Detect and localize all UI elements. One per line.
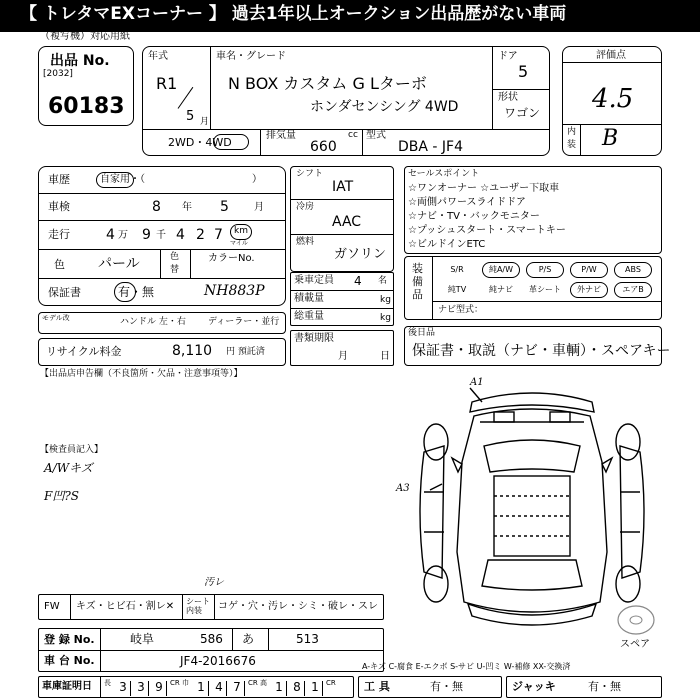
- displacement-value: 660: [310, 139, 337, 155]
- color-value: パール: [98, 256, 140, 272]
- mileage-d5: 7: [214, 227, 223, 243]
- color-change-label-2: 替: [170, 265, 180, 275]
- equipment-item: ABS: [614, 262, 652, 278]
- drive-value: 2WD・4WD: [168, 136, 232, 149]
- mileage-label: 走行: [48, 228, 70, 241]
- condition-hand-note: 汚レ: [204, 577, 224, 588]
- certificate-digit: 3: [134, 681, 149, 696]
- mileage-d4: 2: [196, 227, 205, 243]
- shift-label: シフト: [296, 169, 324, 179]
- certificate-mark: CR: [248, 679, 258, 687]
- registration-kana: あ: [242, 632, 255, 646]
- registration-number: 513: [296, 632, 319, 646]
- shape-label: 形状: [498, 92, 518, 103]
- equipment-item: 純TV: [447, 285, 467, 294]
- mileage-d3: 4: [176, 227, 185, 243]
- inspector-hand-2: F凹?S: [44, 489, 79, 503]
- model-line2: ホンダセンシング 4WD: [310, 99, 459, 115]
- year-month-unit: 月: [200, 117, 210, 127]
- seat-text: コゲ・穴・汚レ・シミ・破レ・スレ: [218, 601, 378, 612]
- color-label: 色: [54, 258, 65, 271]
- selling-point-item: ☆ビルドインETC: [408, 239, 486, 250]
- docs-day: 日: [380, 351, 390, 362]
- year-label: 年式: [148, 51, 168, 62]
- year-era: R1: [156, 74, 178, 93]
- certificate-digit: 3: [116, 681, 131, 696]
- car-diagram: [402, 372, 662, 640]
- model-line1: N BOX カスタム G Lターボ: [228, 74, 427, 93]
- warranty-value: 有・無: [118, 285, 155, 299]
- certificate-digit: 1: [308, 681, 323, 696]
- year-month: 5: [186, 109, 195, 124]
- selling-point-item: ☆ナビ・TV・バックモニター: [408, 211, 540, 222]
- history-value: 自家用・（: [100, 174, 145, 185]
- lot-number: 60183: [48, 94, 125, 119]
- weight-unit: kg: [380, 313, 391, 323]
- fw-text: キズ・ヒビ石・割レ✕: [76, 601, 175, 612]
- navi-label: ナビ型式：: [438, 305, 484, 315]
- shift-value: IAT: [332, 179, 354, 195]
- warranty-label: 保証書: [48, 286, 81, 299]
- certificate-mark: 長: [104, 679, 111, 687]
- equipment-item: S/R: [450, 265, 464, 274]
- docs-month: 月: [338, 351, 348, 362]
- diagram-mark-side: A3: [396, 483, 410, 494]
- inspection-year: 8: [152, 199, 161, 215]
- diagram-mark-top: A1: [470, 377, 484, 388]
- inspection-month: 5: [220, 199, 229, 215]
- modification-dealer: ディーラー・並行: [208, 317, 280, 327]
- capacity-unit: 名: [378, 276, 388, 286]
- registration-class: 586: [200, 632, 223, 646]
- jack-value: 有・無: [588, 680, 621, 693]
- weight-label: 総重量: [294, 311, 324, 322]
- recycle-label: リサイクル料金: [46, 345, 122, 358]
- type-value: DBA - JF4: [398, 139, 464, 155]
- door-label: ドア: [498, 51, 518, 62]
- certificate-mark: CR: [326, 679, 336, 687]
- equipment-item: エアB: [614, 282, 652, 298]
- displacement-label: 排気量: [266, 130, 296, 141]
- equipment-item: 革シート: [529, 285, 561, 294]
- lot-label: 出品 No.: [50, 53, 110, 69]
- mileage-u1: 万: [118, 230, 128, 241]
- aircon-value: AAC: [332, 214, 362, 230]
- history-close: ）: [252, 174, 262, 185]
- mileage-d2: 9: [142, 227, 151, 243]
- equipment-item: 純ナビ: [489, 285, 513, 294]
- fw-label: FW: [44, 601, 60, 612]
- color-code-label: カラーNo.: [208, 253, 255, 264]
- selling-points-label: セールスポイント: [408, 169, 480, 179]
- certificate-label: 車庫証明日: [42, 681, 92, 692]
- spare-label: スペア: [620, 639, 650, 650]
- model-label: 車名・グレード: [216, 51, 286, 62]
- interior-score: B: [602, 126, 619, 151]
- aircon-label: 冷房: [296, 202, 315, 212]
- equipment-item: 純A/W: [482, 262, 520, 278]
- header-title: 【 トレタマEXコーナー 】 過去1年以上オークション出品歴がない車両: [20, 4, 567, 24]
- equipment-item: P/W: [570, 262, 608, 278]
- lot-stamp: [2032]: [43, 69, 73, 79]
- rating-score: 4.5: [592, 84, 634, 114]
- rating-label: 評価点: [596, 50, 626, 61]
- selling-point-item: ☆ワンオーナー ☆ユーザー下取車: [408, 183, 560, 194]
- color-change-label-1: 色: [170, 252, 180, 262]
- history-label: 車歴: [48, 173, 70, 186]
- certificate-mark: 高: [260, 679, 267, 687]
- capacity-label: 乗車定員: [294, 275, 334, 286]
- interior-label-1: 内: [567, 127, 577, 137]
- inspector-label: 【検査員記入】: [40, 445, 104, 455]
- recycle-amount: 8,110: [172, 343, 213, 359]
- displacement-unit: cc: [348, 130, 358, 140]
- header-sub: （複写機）対応用紙: [40, 31, 130, 42]
- modification-label: モデル改: [42, 314, 70, 322]
- docs-label: 書類期限: [294, 333, 334, 344]
- certificate-digit: 1: [272, 681, 287, 696]
- capacity-value: 4: [354, 274, 362, 288]
- tools-value: 有・無: [430, 680, 463, 693]
- mileage-unit2: マイル: [230, 240, 248, 247]
- load-unit: kg: [380, 295, 391, 305]
- modification-handle: ハンドル 左・右: [120, 317, 186, 327]
- inspector-hand-1: A/Wキズ: [44, 461, 93, 475]
- chassis-value: JF4-2016676: [180, 654, 256, 668]
- selling-point-item: ☆両側パワースライドドア: [408, 197, 526, 208]
- certificate-digit: 4: [212, 681, 227, 696]
- inspection-month-unit: 月: [254, 202, 264, 213]
- certificate-digit: 8: [290, 681, 305, 696]
- load-label: 積載量: [294, 293, 324, 304]
- inspection-label: 車検: [48, 200, 70, 213]
- shape-value: ワゴン: [504, 106, 541, 120]
- type-label: 型式: [366, 130, 386, 141]
- damage-legend: A-キズ C-腐食 E-エクボ S-サビ U-凹ミ W-補修 XX-交換済: [362, 662, 571, 671]
- registration-label: 登 録 No.: [44, 633, 95, 646]
- certificate-digit: 1: [194, 681, 209, 696]
- delivery-label: 後日品: [408, 328, 436, 338]
- recycle-unit: 円 預託済: [226, 347, 265, 357]
- equipment-item: P/S: [526, 262, 564, 278]
- tools-label: 工 具: [364, 680, 390, 693]
- equipment-item: 外ナビ: [570, 282, 608, 298]
- mileage-unit: km: [234, 226, 248, 236]
- spare-tire-icon: [614, 604, 658, 638]
- certificate-digit: 7: [230, 681, 245, 696]
- delivery-value: 保証書・取説（ナビ・車輌）・スペアキー: [412, 343, 671, 359]
- fuel-value: ガソリン: [334, 247, 387, 262]
- mileage-u2: 千: [156, 230, 166, 241]
- seat-label: シート内装: [186, 597, 210, 615]
- equipment-label: 装備品: [412, 262, 423, 302]
- certificate-digit: 9: [152, 681, 167, 696]
- chassis-label: 車 台 No.: [44, 654, 95, 667]
- certificate-mark: 巾: [182, 679, 189, 687]
- color-code: NH883P: [204, 283, 265, 299]
- registration-place: 岐阜: [130, 632, 155, 646]
- fuel-label: 燃料: [296, 237, 315, 247]
- mileage-d1: 4: [106, 227, 115, 243]
- selling-point-item: ☆プッシュスタート・スマートキー: [408, 225, 566, 236]
- door-value: 5: [518, 62, 529, 81]
- inspection-year-unit: 年: [182, 202, 192, 213]
- notes-label: 【出品店申告欄（不良箇所・欠品・注意事項等）】: [40, 369, 243, 379]
- certificate-mark: CR: [170, 679, 180, 687]
- interior-label-2: 装: [567, 140, 577, 150]
- jack-label: ジャッキ: [512, 680, 556, 693]
